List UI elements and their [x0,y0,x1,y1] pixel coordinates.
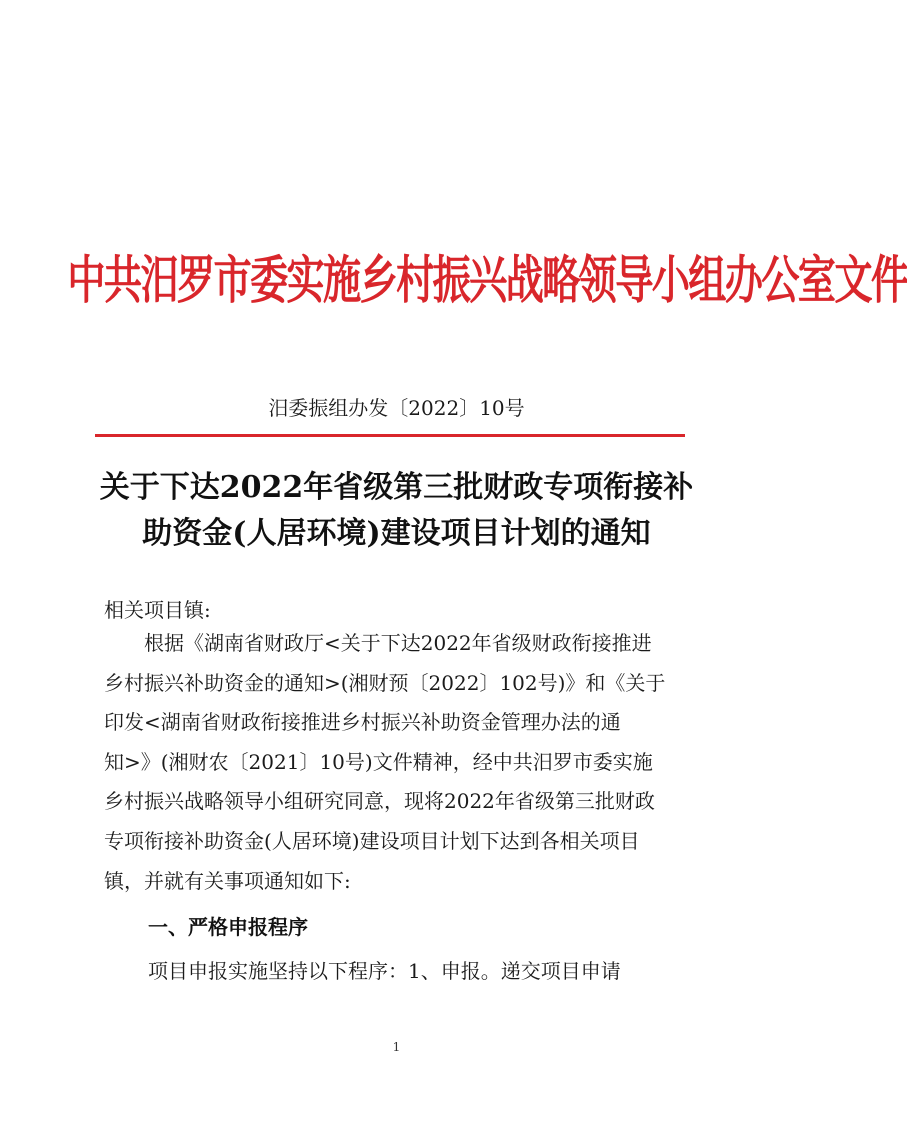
document-number: 汨委振组办发〔2022〕10号 [268,396,525,420]
notice-title-line-1: 关于下达2022年省级第三批财政专项衔接补 [99,470,694,505]
paragraph-line: 知>》(湘财农〔2021〕10号)文件精神，经中共汨罗市委实施 [104,749,653,774]
notice-title-line-2: 助资金(人居环境)建设项目计划的通知 [142,516,651,551]
document-header-title: 中共汨罗市委实施乡村振兴战略领导小组办公室文件 [67,250,907,311]
notice-title [0,465,793,557]
paragraph-line: 根据《湖南省财政厅<关于下达2022年省级财政衔接推进 [104,631,652,655]
red-divider-line [95,434,685,437]
paragraph-line: 印发<湖南省财政衔接推进乡村振兴补助资金管理办法的通 [104,710,621,735]
section-heading-1: 一、严格申报程序 [148,915,308,939]
paragraph-line: 镇，并就有关事项通知如下: [104,868,351,893]
salutation: 相关项目镇: [104,598,211,622]
paragraph-line: 乡村振兴战略领导小组研究同意，现将2022年省级第三批财政 [104,789,655,814]
paragraph-line: 专项衔接补助资金(人居环境)建设项目计划下达到各相关项目 [104,828,640,853]
body-paragraph-2: 项目申报实施坚持以下程序：1、申报。递交项目申请 [148,959,621,983]
page-number: 1 [392,1040,401,1054]
body-paragraph-1 [104,624,684,901]
paragraph-line: 乡村振兴补助资金的通知>(湘财预〔2022〕102号)》和《关于 [104,670,666,695]
